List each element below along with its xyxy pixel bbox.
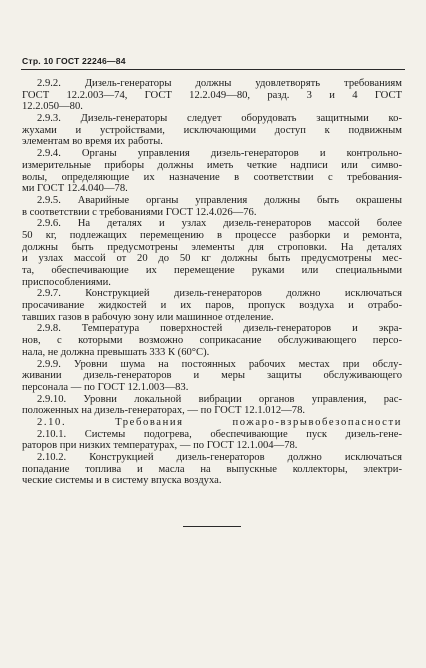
text-line: ческие системы и в систему впуска воздуха. [22, 475, 222, 487]
text-line: ГОСТ 12.2.003—74, ГОСТ 12.2.049—80, разд. 3 и 4 ГОСТ [22, 89, 402, 101]
text-line: 2.10. Требования пожаро-взрывобезопасности [37, 416, 402, 428]
text-line: жухами и устройствами, исключающими доступ к подвижным [22, 124, 402, 136]
body-text [22, 78, 402, 487]
text-line: измерительные приборы должны иметь четкие надписи или симво- [22, 159, 402, 171]
text-line: попадание топлива и масла на выпускные коллекторы, электри- [22, 463, 402, 475]
text-line: 2.9.10. Уровни локальной вибрации органов управления, рас- [37, 393, 402, 405]
text-line: 2.9.7. Конструкцией дизель-генераторов должно исключаться [37, 288, 402, 300]
text-line: живании дизель-генераторов и меры защиты обслуживающего [22, 370, 402, 382]
text-line: ми ГОСТ 12.4.040—78. [22, 183, 128, 195]
text-line: персонала — по ГОСТ 12.1.003—83. [22, 381, 189, 393]
text-line: раторов при низких температурах, — по ГОСТ 12.1.004—78. [22, 440, 298, 452]
header-rule [21, 69, 405, 70]
text-line: нала, не должна превышать 333 К (60°С). [22, 346, 210, 358]
text-line: волы, определяющие их назначение в соответствии с требования- [22, 171, 402, 183]
text-line: 2.9.3. Дизель-генераторы следует оборудовать защитными ко- [37, 113, 402, 125]
text-line: положенных на дизель-генераторах, — по ГОСТ 12.1.012—78. [22, 405, 306, 417]
text-line: 2.10.1. Системы подогрева, обеспечивающие пуск дизель-гене- [37, 428, 402, 440]
text-line: приспособлениями. [22, 276, 111, 288]
text-line: 2.9.2. Дизель-генераторы должны удовлетворять требованиям [37, 78, 402, 89]
text-line: 2.9.4. Органы управления дизель-генераторов и контрольно- [37, 148, 402, 160]
text-line: 2.9.9. Уровни шума на постоянных рабочих местах при обслу- [37, 358, 402, 370]
text-line: и узлах массой от 20 до 50 кг должны быть предусмотрены мес- [22, 253, 402, 265]
end-rule [183, 526, 241, 527]
text-line: в соответствии с требованиями ГОСТ 12.4.026—76. [22, 206, 257, 218]
text-line: просачивание жидкостей и их паров, пропуск воздуха и отрабо- [22, 300, 402, 312]
text-line: 2.9.6. На деталях и узлах дизель-генераторов массой более [37, 218, 402, 230]
text-line: должны быть предусмотрены элементы для строповки. На деталях [22, 241, 402, 253]
text-line: нов, с которыми возможно соприкасание обслуживающего персо- [22, 335, 402, 347]
text-line: 2.10.2. Конструкцией дизель-генераторов должно исключаться [37, 452, 402, 463]
text-line: 50 кг, подлежащих перемещению в процессе разборки и ремонта, [22, 229, 402, 241]
text-line: 12.2.050—80. [22, 101, 83, 113]
text-line: элементам во время их работы. [22, 136, 163, 148]
text-line: 2.9.5. Аварийные органы управления должны быть окрашены [37, 194, 402, 206]
text-line: 2.9.8. Температура поверхностей дизель-генераторов и экра- [37, 323, 402, 335]
text-line: та, обеспечивающие их перемещение руками или специальными [22, 265, 402, 276]
page-header: Стр. 10 ГОСТ 22246—84 [22, 56, 126, 66]
text-line: тавших газов в рабочую зону или машинное отделение. [22, 311, 274, 323]
